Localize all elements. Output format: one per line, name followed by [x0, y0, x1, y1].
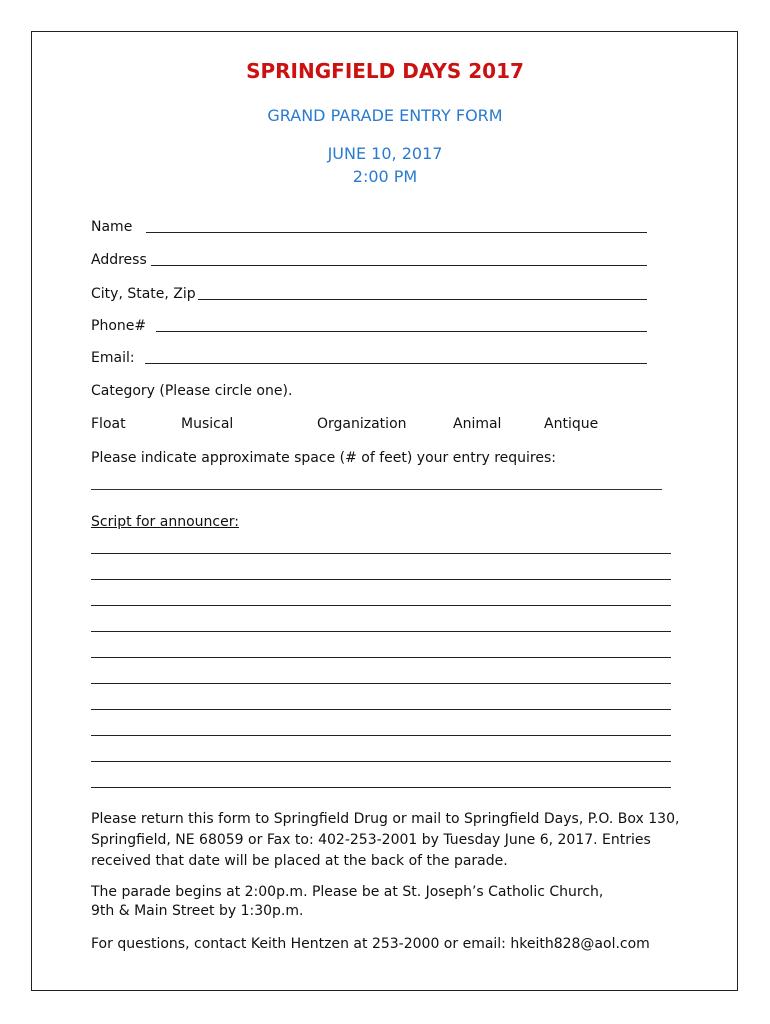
category-option-float[interactable]: Float [91, 416, 126, 432]
script-line[interactable] [91, 709, 671, 710]
category-option-animal[interactable]: Animal [453, 416, 502, 432]
script-line[interactable] [91, 657, 671, 658]
email-label: Email: [91, 350, 135, 366]
city-state-zip-label: City, State, Zip [91, 286, 196, 302]
script-line[interactable] [91, 683, 671, 684]
category-option-antique[interactable]: Antique [544, 416, 599, 432]
return-instructions: Please return this form to Springfield Drug or mail to Springfield Days, P.O. Box 130, Springfield, NE 68059 or Fax to: 402-253-2001 by Tuesday June 6, 2017. Entries received that date will be placed at the back of the parade. [91, 811, 680, 869]
space-prompt: Please indicate approximate space (# of feet) your entry requires: [91, 450, 556, 466]
script-line[interactable] [91, 735, 671, 736]
script-line[interactable] [91, 787, 671, 788]
category-option-musical[interactable]: Musical [181, 416, 234, 432]
script-line[interactable] [91, 579, 671, 580]
address-line[interactable] [151, 264, 647, 266]
contact-info: For questions, contact Keith Hentzen at 253-2000 or email: hkeith828@aol.com [91, 936, 650, 952]
address-field[interactable] [91, 250, 647, 270]
category-option-organization[interactable]: Organization [317, 416, 407, 432]
script-line[interactable] [91, 605, 671, 606]
category-prompt: Category (Please circle one). [91, 383, 293, 399]
form-subtitle: GRAND PARADE ENTRY FORM [267, 106, 503, 125]
event-time: 2:00 PM [352, 167, 418, 186]
script-line[interactable] [91, 761, 671, 762]
event-date: JUNE 10, 2017 [327, 144, 443, 163]
parade-start-line1: The parade begins at 2:00p.m. Please be at St. Joseph’s Catholic Church, [91, 884, 604, 900]
email-line[interactable] [145, 362, 647, 364]
address-label: Address [91, 252, 147, 268]
name-label: Name [91, 219, 133, 235]
email-field[interactable] [91, 348, 647, 368]
name-line[interactable] [146, 231, 647, 233]
city-state-zip-field[interactable] [91, 284, 647, 304]
script-line[interactable] [91, 553, 671, 554]
parade-start-line2: 9th & Main Street by 1:30p.m. [91, 903, 304, 919]
phone-field[interactable] [91, 316, 647, 336]
script-line[interactable] [91, 631, 671, 632]
script-label: Script for announcer: [91, 514, 239, 530]
city-state-zip-line[interactable] [198, 298, 647, 300]
space-answer-line[interactable] [91, 489, 662, 490]
name-field[interactable] [91, 217, 647, 237]
phone-line[interactable] [156, 330, 647, 332]
form-title: SPRINGFIELD DAYS 2017 [246, 59, 524, 83]
phone-label: Phone# [91, 318, 147, 334]
